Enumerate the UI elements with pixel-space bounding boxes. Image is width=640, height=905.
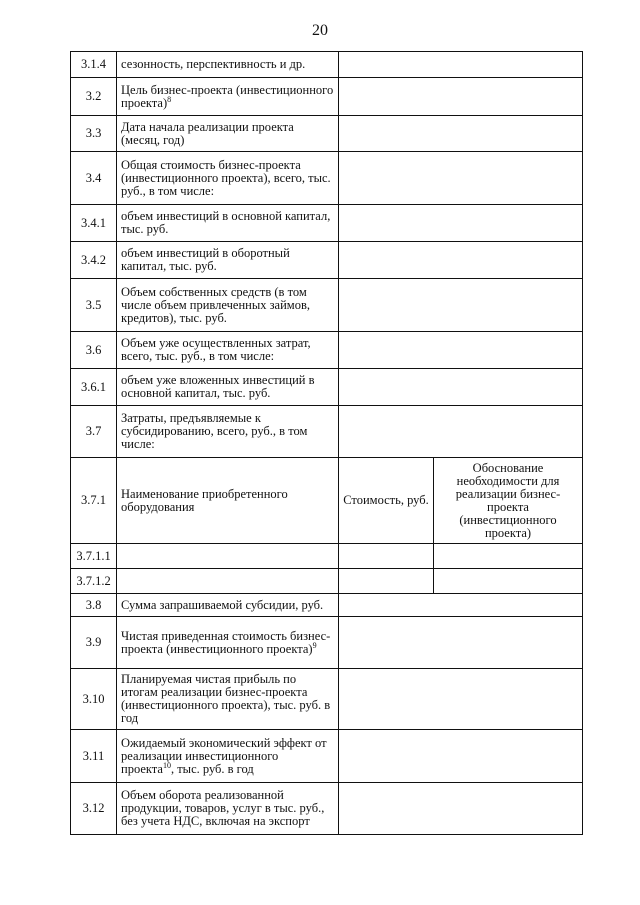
equipment-row — [71, 569, 583, 594]
table-row — [71, 52, 583, 78]
table-row — [71, 242, 583, 279]
row-label: Объем уже осуществленных затрат, всего, тыс. руб., в том числе: — [117, 332, 339, 369]
row-label-text: Чистая приведенная стоимость бизнес-проекта (инвестиционного проекта) — [121, 628, 331, 656]
table-row — [71, 617, 583, 669]
value-cell[interactable] — [339, 52, 583, 78]
row-label: Объем оборота реализованной продукции, товаров, услуг в тыс. руб., без учета НДС, включая на экспорт — [117, 783, 339, 835]
value-cell[interactable] — [339, 730, 583, 783]
row-label — [117, 617, 339, 669]
table-row — [71, 369, 583, 406]
row-number: 3.10 — [71, 669, 117, 730]
row-number: 3.5 — [71, 279, 117, 332]
equipment-name-cell[interactable] — [117, 544, 339, 569]
row-label: сезонность, перспективность и др. — [117, 52, 339, 78]
project-info-table — [70, 51, 583, 835]
value-cell[interactable] — [339, 594, 583, 617]
row-label: Объем собственных средств (в том числе объем привлеченных займов, кредитов), тыс. руб. — [117, 279, 339, 332]
row-number: 3.4 — [71, 152, 117, 205]
row-label: Планируемая чистая прибыль по итогам реализации бизнес-проекта (инвестиционного проекта), тыс. руб. в год — [117, 669, 339, 730]
table-row — [71, 406, 583, 458]
table-row — [71, 783, 583, 835]
table-row — [71, 205, 583, 242]
row-number: 3.11 — [71, 730, 117, 783]
footnote-mark: 8 — [167, 94, 172, 104]
equipment-reason-header: Обоснование необходимости для реализации бизнес-проекта (инвестиционного проекта) — [434, 458, 583, 544]
row-label: объем инвестиций в оборотный капитал, тыс. руб. — [117, 242, 339, 279]
row-number: 3.7 — [71, 406, 117, 458]
row-number: 3.2 — [71, 78, 117, 116]
value-cell[interactable] — [339, 406, 583, 458]
row-number: 3.9 — [71, 617, 117, 669]
table-row — [71, 78, 583, 116]
row-number: 3.6.1 — [71, 369, 117, 406]
row-label: объем уже вложенных инвестиций в основной капитал, тыс. руб. — [117, 369, 339, 406]
row-label-text: Ожидаемый экономический эффект от реализации инвестиционного проекта — [121, 735, 327, 776]
row-number: 3.4.2 — [71, 242, 117, 279]
equipment-row — [71, 544, 583, 569]
row-label: Затраты, предъявляемые к субсидированию, всего, руб., в том числе: — [117, 406, 339, 458]
row-number: 3.7.1.2 — [71, 569, 117, 594]
value-cell[interactable] — [339, 617, 583, 669]
row-label — [117, 730, 339, 783]
table-row — [71, 730, 583, 783]
table-row — [71, 116, 583, 152]
row-label — [117, 78, 339, 116]
footnote-mark: 10 — [162, 760, 171, 770]
value-cell[interactable] — [339, 369, 583, 406]
equipment-name-header: Наименование приобретенного оборудования — [117, 458, 339, 544]
row-number: 3.8 — [71, 594, 117, 617]
equipment-reason-cell[interactable] — [434, 569, 583, 594]
row-label: Общая стоимость бизнес-проекта (инвестиционного проекта), всего, тыс. руб., в том числе: — [117, 152, 339, 205]
table-row — [71, 669, 583, 730]
value-cell[interactable] — [339, 669, 583, 730]
value-cell[interactable] — [339, 279, 583, 332]
value-cell[interactable] — [339, 783, 583, 835]
row-number: 3.6 — [71, 332, 117, 369]
row-number: 3.4.1 — [71, 205, 117, 242]
equipment-cost-cell[interactable] — [339, 569, 434, 594]
row-label: Дата начала реализации проекта (месяц, год) — [117, 116, 339, 152]
row-number: 3.7.1 — [71, 458, 117, 544]
row-number: 3.1.4 — [71, 52, 117, 78]
footnote-mark: 9 — [312, 640, 317, 650]
row-label-text: Цель бизнес-проекта (инвестиционного проекта) — [121, 82, 334, 110]
value-cell[interactable] — [339, 205, 583, 242]
equipment-reason-cell[interactable] — [434, 544, 583, 569]
equipment-name-cell[interactable] — [117, 569, 339, 594]
row-number: 3.12 — [71, 783, 117, 835]
row-number: 3.7.1.1 — [71, 544, 117, 569]
value-cell[interactable] — [339, 332, 583, 369]
row-label: Сумма запрашиваемой субсидии, руб. — [117, 594, 339, 617]
row-number: 3.3 — [71, 116, 117, 152]
equipment-cost-cell[interactable] — [339, 544, 434, 569]
equipment-cost-header: Стоимость, руб. — [339, 458, 434, 544]
table-row — [71, 152, 583, 205]
table-row — [71, 594, 583, 617]
row-label-suffix: , тыс. руб. в год — [170, 761, 254, 776]
equipment-header-row — [71, 458, 583, 544]
table-row — [71, 279, 583, 332]
value-cell[interactable] — [339, 242, 583, 279]
table-row — [71, 332, 583, 369]
value-cell[interactable] — [339, 78, 583, 116]
value-cell[interactable] — [339, 152, 583, 205]
page-number: 20 — [312, 22, 328, 39]
row-label: объем инвестиций в основной капитал, тыс. руб. — [117, 205, 339, 242]
value-cell[interactable] — [339, 116, 583, 152]
